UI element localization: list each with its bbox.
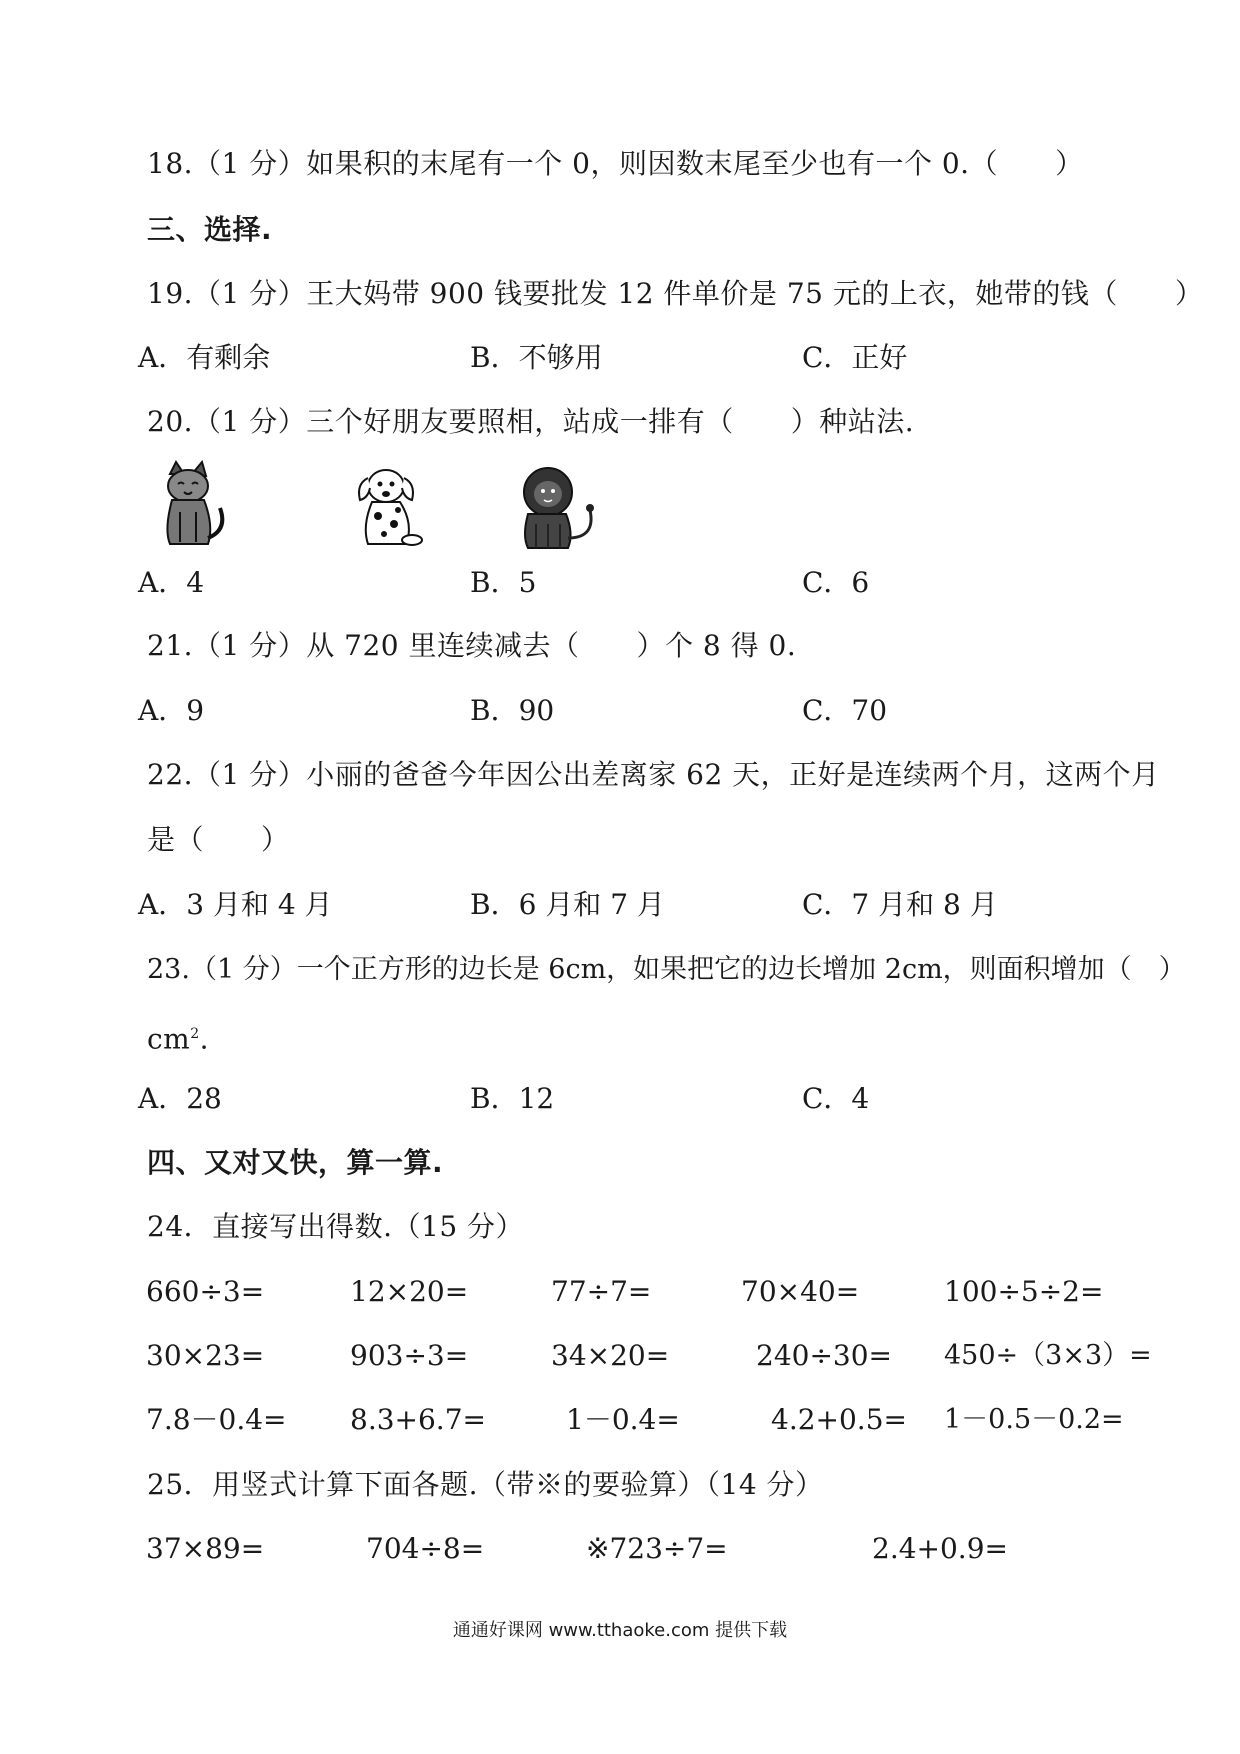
calc-r1-c1: 660÷3= (146, 1275, 265, 1308)
question-22-line1: 22.（1 分）小丽的爸爸今年因公出差离家 62 天，正好是连续两个月，这两个月 (147, 758, 1160, 791)
question-23-line2 (147, 1016, 209, 1057)
question-20: 20.（1 分）三个好朋友要照相，站成一排有（ ）种站法. (147, 405, 915, 438)
calc-r2-c1: 30×23= (146, 1339, 265, 1372)
cat-icon (150, 460, 230, 550)
calc-r1-c5: 100÷5÷2= (944, 1275, 1104, 1308)
section-3-heading: 三、选择. (147, 213, 273, 246)
dog-icon (350, 464, 430, 550)
q23-option-b: B．12 (470, 1082, 555, 1115)
calc-r3-c1: 7.8－0.4= (146, 1403, 287, 1436)
question-24: 24．直接写出得数.（15 分） (147, 1210, 525, 1243)
q19-option-a: A．有剩余 (138, 341, 271, 374)
q21-option-c: C．70 (802, 694, 888, 727)
unit-superscript: 2 (190, 1026, 200, 1042)
calc-r2-c5: 450÷（3×3）= (944, 1340, 1152, 1371)
calc-r3-c4: 4.2+0.5= (771, 1403, 907, 1436)
q22-option-b: B．6 月和 7 月 (470, 888, 665, 921)
vcalc-2: 704÷8= (366, 1532, 485, 1565)
unit-label: cm (147, 1022, 191, 1056)
question-25: 25．用竖式计算下面各题.（带※的要验算）（14 分） (147, 1468, 824, 1501)
vcalc-3: ※723÷7= (586, 1532, 728, 1565)
vcalc-4: 2.4+0.9= (872, 1532, 1008, 1565)
calc-r3-c2: 8.3+6.7= (350, 1403, 486, 1436)
q21-option-a: A．9 (138, 694, 205, 727)
calc-r3-c3: 1－0.4= (566, 1403, 680, 1436)
lion-icon (512, 464, 598, 550)
sentence-end: . (199, 1022, 210, 1056)
question-19: 19.（1 分）王大妈带 900 钱要批发 12 件单价是 75 元的上衣，她带的钱（ ） (147, 277, 1204, 310)
calc-r2-c3: 34×20= (551, 1339, 670, 1372)
q23-option-c: C．4 (802, 1082, 870, 1115)
question-21: 21.（1 分）从 720 里连续减去（ ）个 8 得 0. (147, 629, 797, 662)
q19-option-c: C．正好 (802, 341, 908, 374)
q20-option-a: A．4 (138, 566, 205, 599)
q19-option-b: B．不够用 (470, 341, 603, 374)
calc-r1-c3: 77÷7= (551, 1275, 652, 1308)
calc-r2-c2: 903÷3= (350, 1339, 469, 1372)
calc-r1-c4: 70×40= (741, 1275, 860, 1308)
q20-option-c: C．6 (802, 566, 870, 599)
calc-r3-c5: 1－0.5－0.2= (944, 1404, 1124, 1435)
q23-option-a: A．28 (138, 1082, 222, 1115)
q20-option-b: B．5 (470, 566, 537, 599)
footer-source: 通通好课网 www.tthaoke.com 提供下载 (452, 1620, 788, 1641)
question-18: 18.（1 分）如果积的末尾有一个 0，则因数末尾至少也有一个 0.（ ） (147, 147, 1084, 180)
q22-option-c: C．7 月和 8 月 (802, 888, 998, 921)
q22-option-a: A．3 月和 4 月 (138, 888, 333, 921)
vcalc-1: 37×89= (146, 1532, 265, 1565)
question-22-line2: 是（ ） (147, 823, 290, 856)
question-23-line1: 23.（1 分）一个正方形的边长是 6cm，如果把它的边长增加 2cm，则面积增加（ ） (147, 954, 1186, 985)
q21-option-b: B．90 (470, 694, 555, 727)
calc-r2-c4: 240÷30= (756, 1339, 892, 1372)
calc-r1-c2: 12×20= (350, 1275, 469, 1308)
section-4-heading: 四、又对又快，算一算. (147, 1146, 444, 1179)
